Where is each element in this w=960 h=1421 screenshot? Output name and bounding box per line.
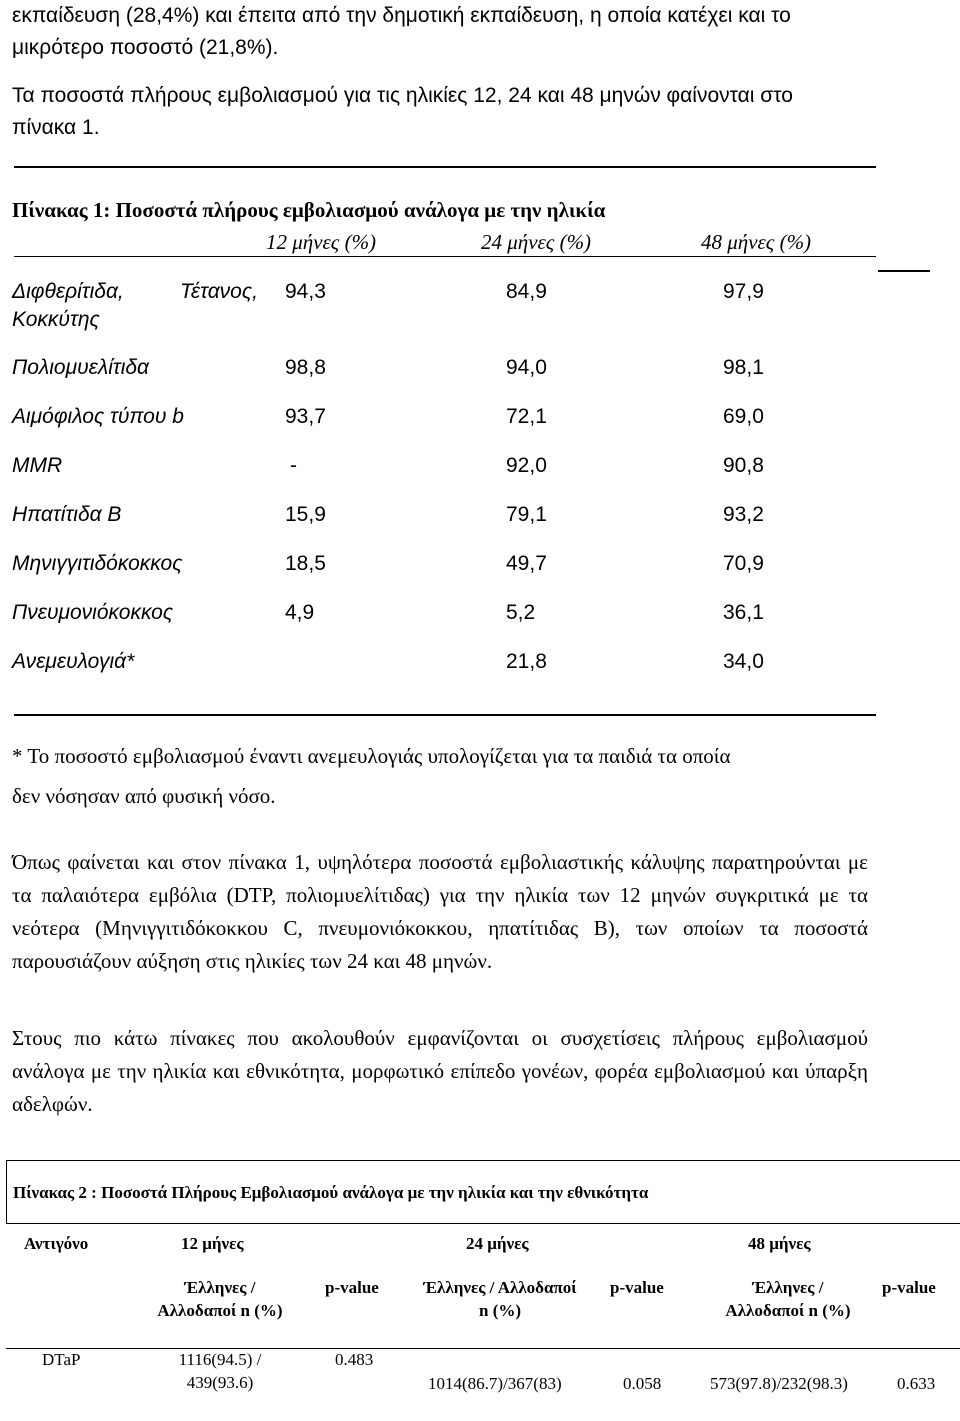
table2-cell-p12: 0.483: [335, 1350, 374, 1369]
table1-cell: 92,0: [506, 454, 547, 477]
table1-cell: 34,0: [723, 650, 764, 673]
table2-sub-24-line-a: Έλληνες / Αλλοδαποί: [423, 1278, 577, 1297]
table1-cell: 93,2: [723, 503, 764, 526]
table1-cell: 69,0: [723, 405, 764, 428]
table1-col-12-header: 12 μήνες (%): [266, 230, 377, 254]
table2-title: Πίνακας 2 : Ποσοστά Πλήρους Εμβολιασμού ανάλογα με την ηλικία και την εθνικότητα: [13, 1183, 649, 1202]
table1-cell: 18,5: [285, 552, 326, 575]
table1-cell: 70,9: [723, 552, 764, 575]
table2-title-bottom-border: [6, 1223, 960, 1224]
table2-left-border: [6, 1160, 7, 1224]
intro-line-1: εκπαίδευση (28,4%) και έπειτα από την δημοτική εκπαίδευση, η οποία κατέχει και το: [12, 4, 791, 27]
table1-cell: 98,8: [285, 356, 326, 379]
table2-sub-48-line-b: Αλλοδαποί n (%): [725, 1301, 851, 1320]
table1-cell: 79,1: [506, 503, 547, 526]
intro-line-2: μικρότερο ποσοστό (21,8%).: [12, 36, 279, 59]
table1-cell: 4,9: [285, 601, 315, 624]
table2-cell-24: 1014(86.7)/367(83): [428, 1374, 562, 1393]
paragraph-1: Όπως φαίνεται και στον πίνακα 1, υψηλότερα ποσοστά εμβολιαστικής κάλυψης παρατηρούνται με τα παλαιότερα εμβόλια (DTP, πολιομυελίτιδας) για την ηλικία των 12 μηνών συγκριτικά με τα νεότερα (Μηνιγγιτιδόκοκκου C, πνευμονιόκοκκου, ηπατίτιδας Β), των οποίων τα ποσοστά παρουσιάζουν αύξηση στις ηλικίες των 24 και 48 μηνών.: [12, 850, 868, 973]
table1-cell: 90,8: [723, 454, 764, 477]
table1-cell: 94,3: [285, 280, 326, 303]
table1-col-24-header: 24 μήνες (%): [481, 230, 592, 254]
table1-cell: 72,1: [506, 405, 547, 428]
table1-cell: 21,8: [506, 650, 547, 673]
table2-cell-12-line-b: 439(93.6): [186, 1373, 254, 1392]
table2-header-12: 12 μήνες: [181, 1234, 244, 1253]
table1-cell: 15,9: [285, 503, 326, 526]
table2-sub-24-line-b: n (%): [478, 1301, 522, 1320]
table1-row-label: Τέτανος,: [180, 280, 258, 303]
table2-row-divider: [6, 1348, 960, 1349]
table2-top-border: [6, 1160, 960, 1161]
table2-cell-12-line-a: 1116(94.5) /: [178, 1350, 262, 1369]
table2-sub-48-line-a: Έλληνες /: [752, 1278, 824, 1297]
table1-row-label: Πνευμονιόκοκκος: [12, 601, 174, 624]
intro-line-4: πίνακα 1.: [12, 116, 100, 139]
intro-line-3: Τα ποσοστά πλήρους εμβολιασμού για τις ηλικίες 12, 24 και 48 μηνών φαίνονται στο: [12, 84, 793, 107]
table1-cell: 97,9: [723, 280, 764, 303]
table1-cell: -: [290, 454, 297, 477]
table1-row-label: Ηπατίτιδα Β: [12, 503, 122, 526]
table1-row-label: Πολιομυελίτιδα: [12, 356, 150, 379]
table2-sub-12-line-a: Έλληνες /: [184, 1278, 256, 1297]
table2-header-antigen: Αντιγόνο: [24, 1234, 89, 1253]
table1-footnote-line-1: * Το ποσοστό εμβολιασμού έναντι ανεμευλογιάς υπολογίζεται για τα παιδιά τα οποία: [12, 744, 731, 768]
table1-cell: 93,7: [285, 405, 326, 428]
table2-sub-pvalue: p-value: [325, 1278, 379, 1297]
table2-cell-48: 573(97.8)/232(98.3): [710, 1374, 848, 1393]
table1-footnote-line-2: δεν νόσησαν από φυσική νόσο.: [12, 784, 276, 808]
table2-sub-pvalue: p-value: [610, 1278, 664, 1297]
table1-row-label: Κοκκύτης: [12, 308, 100, 331]
table1-cell: 84,9: [506, 280, 547, 303]
table1-row-label: Αιμόφιλος τύπου b: [12, 405, 184, 428]
table2-cell-p48: 0.633: [897, 1374, 936, 1393]
table1-cell: 5,2: [506, 601, 536, 624]
table1-row-label: Ανεμευλογιά*: [12, 650, 135, 673]
table2-sub-12-line-b: Αλλοδαποί n (%): [157, 1301, 283, 1320]
table2-cell-p24: 0.058: [623, 1374, 662, 1393]
table1-row-label: MMR: [12, 454, 63, 477]
table1-cell: 98,1: [723, 356, 764, 379]
table2-header-24: 24 μήνες: [466, 1234, 529, 1253]
table1-cell: 49,7: [506, 552, 547, 575]
table1-cell: 94,0: [506, 356, 547, 379]
table1-title: Πίνακας 1: Ποσοστά πλήρους εμβολιασμού ανάλογα με την ηλικία: [12, 198, 606, 222]
table2-header-48: 48 μήνες: [748, 1234, 811, 1253]
table2-cell-antigen: DTaP: [42, 1350, 81, 1369]
table2-sub-pvalue: p-value: [882, 1278, 936, 1297]
table1-col-48-header: 48 μήνες (%): [701, 230, 812, 254]
table1-cell: 36,1: [723, 601, 764, 624]
table1-row-label: Μηνιγγιτιδόκοκκος: [12, 552, 183, 575]
table1-row-label: Διφθερίτιδα,: [12, 280, 124, 303]
paragraph-2: Στους πιο κάτω πίνακες που ακολουθούν εμφανίζονται οι συσχετίσεις πλήρους εμβολιασμού ανάλογα με την ηλικία και εθνικότητα, μορφωτικό επίπεδο γονέων, φορέα εμβολιασμού και ύπαρξη αδελφών.: [12, 1026, 868, 1116]
